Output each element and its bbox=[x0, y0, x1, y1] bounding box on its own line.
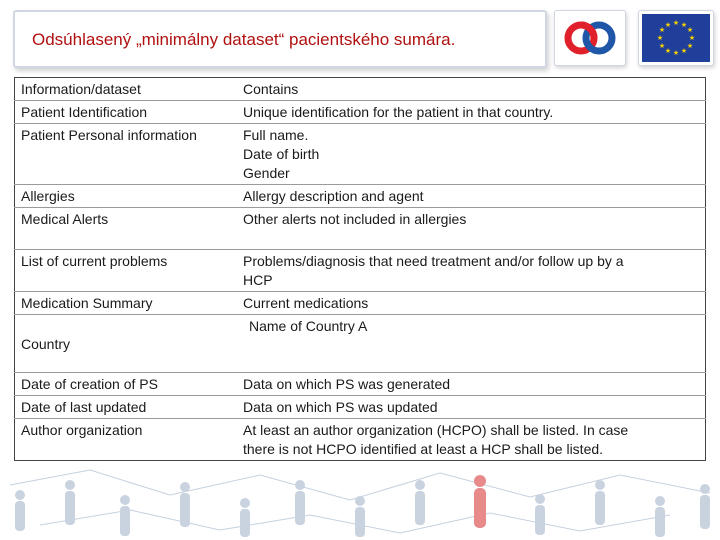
people-network-background bbox=[0, 455, 720, 540]
table-row bbox=[15, 419, 706, 461]
row-info: List of current problems bbox=[15, 250, 238, 292]
contains-line: At least an author organization (HCPO) shall be listed. In case bbox=[243, 422, 629, 438]
table-row bbox=[15, 292, 706, 315]
row-info: Author organization bbox=[15, 419, 238, 461]
eu-flag-icon bbox=[639, 11, 713, 65]
row-info: Allergies bbox=[15, 185, 238, 208]
svg-text:★: ★ bbox=[664, 21, 672, 29]
row-info: Medication Summary bbox=[15, 292, 238, 315]
table-row bbox=[15, 250, 706, 292]
svg-text:★: ★ bbox=[672, 49, 680, 57]
title-box bbox=[13, 10, 547, 68]
row-contains: Current medications bbox=[237, 292, 706, 315]
column-header-contains: Contains bbox=[237, 78, 706, 101]
epsos-logo bbox=[554, 10, 626, 66]
svg-text:★: ★ bbox=[658, 42, 666, 50]
column-header-info: Information/dataset bbox=[15, 78, 238, 101]
row-contains: Allergy description and agent bbox=[237, 185, 706, 208]
table-header-row bbox=[15, 78, 706, 101]
svg-text:★: ★ bbox=[680, 21, 688, 29]
svg-text:★: ★ bbox=[656, 34, 664, 42]
contains-line: HCP bbox=[243, 272, 273, 288]
svg-text:★: ★ bbox=[672, 19, 680, 27]
svg-text:★: ★ bbox=[688, 34, 696, 42]
row-contains bbox=[237, 124, 706, 185]
epsos-logo-icon bbox=[555, 11, 625, 65]
row-contains: Unique identification for the patient in that country. bbox=[237, 101, 706, 124]
row-info: Patient Identification bbox=[15, 101, 238, 124]
svg-text:★: ★ bbox=[686, 42, 694, 50]
table-row bbox=[15, 315, 706, 373]
contains-line: Gender bbox=[243, 165, 290, 181]
table-row bbox=[15, 373, 706, 396]
row-info: Patient Personal information bbox=[15, 124, 238, 185]
row-contains: Data on which PS was updated bbox=[237, 396, 706, 419]
svg-text:★: ★ bbox=[680, 47, 688, 55]
row-info: Date of creation of PS bbox=[15, 373, 238, 396]
svg-text:★: ★ bbox=[686, 26, 694, 34]
row-contains: Other alerts not included in allergies bbox=[237, 208, 706, 250]
eu-flag bbox=[638, 10, 714, 66]
row-contains bbox=[237, 315, 706, 373]
row-info: Medical Alerts bbox=[15, 208, 238, 250]
contains-text: Name of Country A bbox=[249, 318, 368, 334]
table-row bbox=[15, 124, 706, 185]
patient-summary-table bbox=[14, 77, 706, 461]
table-row bbox=[15, 208, 706, 250]
row-contains bbox=[237, 250, 706, 292]
row-info: Date of last updated bbox=[15, 396, 238, 419]
row-info: Country bbox=[15, 315, 238, 373]
contains-line: Date of birth bbox=[243, 146, 320, 162]
svg-text:★: ★ bbox=[658, 26, 666, 34]
contains-line: Problems/diagnosis that need treatment and/or follow up by a bbox=[243, 253, 624, 269]
table-row bbox=[15, 185, 706, 208]
svg-text:★: ★ bbox=[664, 47, 672, 55]
table-row bbox=[15, 101, 706, 124]
page-title: Odsúhlasený „minimálny dataset“ pacientského sumára. bbox=[32, 30, 456, 49]
row-contains bbox=[237, 419, 706, 461]
contains-line: Full name. bbox=[243, 127, 309, 143]
contains-line: there is not HCPO identified at least a HCP shall be listed. bbox=[243, 441, 604, 457]
table-row bbox=[15, 396, 706, 419]
row-contains: Data on which PS was generated bbox=[237, 373, 706, 396]
